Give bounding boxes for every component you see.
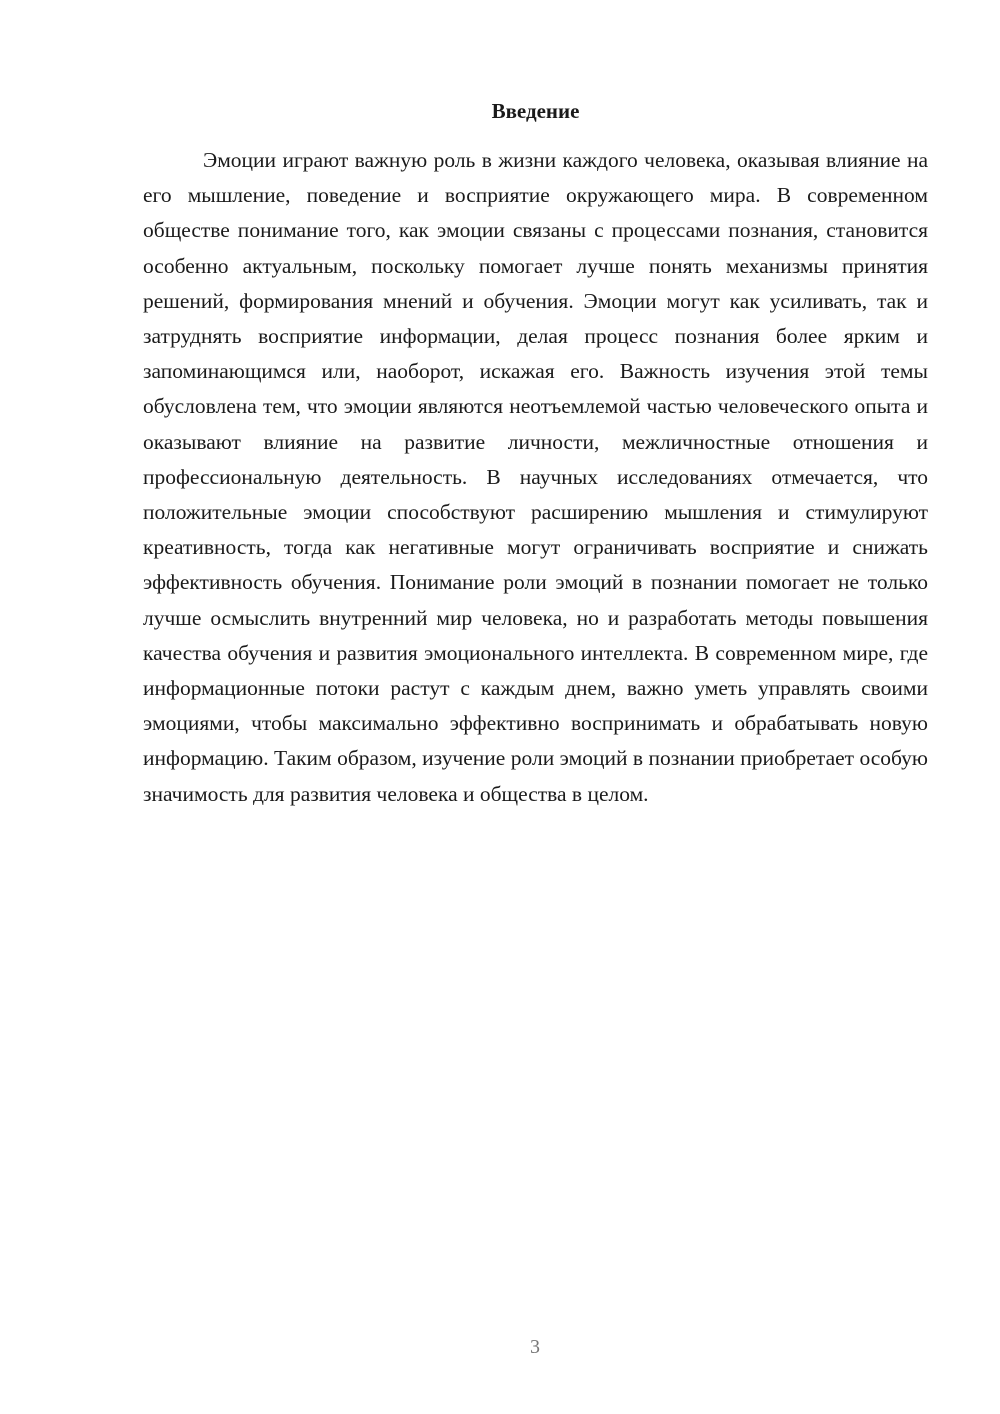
section-heading: Введение [491, 99, 580, 123]
page-number: 3 [530, 1336, 540, 1358]
body-paragraph: Эмоции играют важную роль в жизни каждого человека, оказывая влияние на его мышление, поведение и восприятие окружающего мира. В современном обществе понимание того, как эмоции связаны с процессами познания, становится особенно актуальным, поскольку помогает лучше понять механизмы принятия решений, формирования мнений и обучения. Эмоции могут как усиливать, так и затруднять восприятие информации, делая процесс познания более ярким и запоминающимся или, наоборот, искажая его. Важность изучения этой темы обусловлена тем, что эмоции являются неотъемлемой частью человеческого опыта и оказывают влияние на развитие личности, межличностные отношения и профессиональную деятельность. В научных исследованиях отмечается, что положительные эмоции способствуют расширению мышления и стимулируют креативность, тогда как негативные могут ограничивать восприятие и снижать эффективность обучения. Понимание роли эмоций в познании помогает не только лучше осмыслить внутренний мир человека, но и разработать методы повышения качества обучения и развития эмоционального интеллекта. В современном мире, где информационные потоки растут с каждым днем, важно уметь управлять своими эмоциями, чтобы максимально эффективно воспринимать и обрабатывать новую информацию. Таким образом, изучение роли эмоций в познании приобретает особую значимость для развития человека и общества в целом. [143, 148, 928, 806]
